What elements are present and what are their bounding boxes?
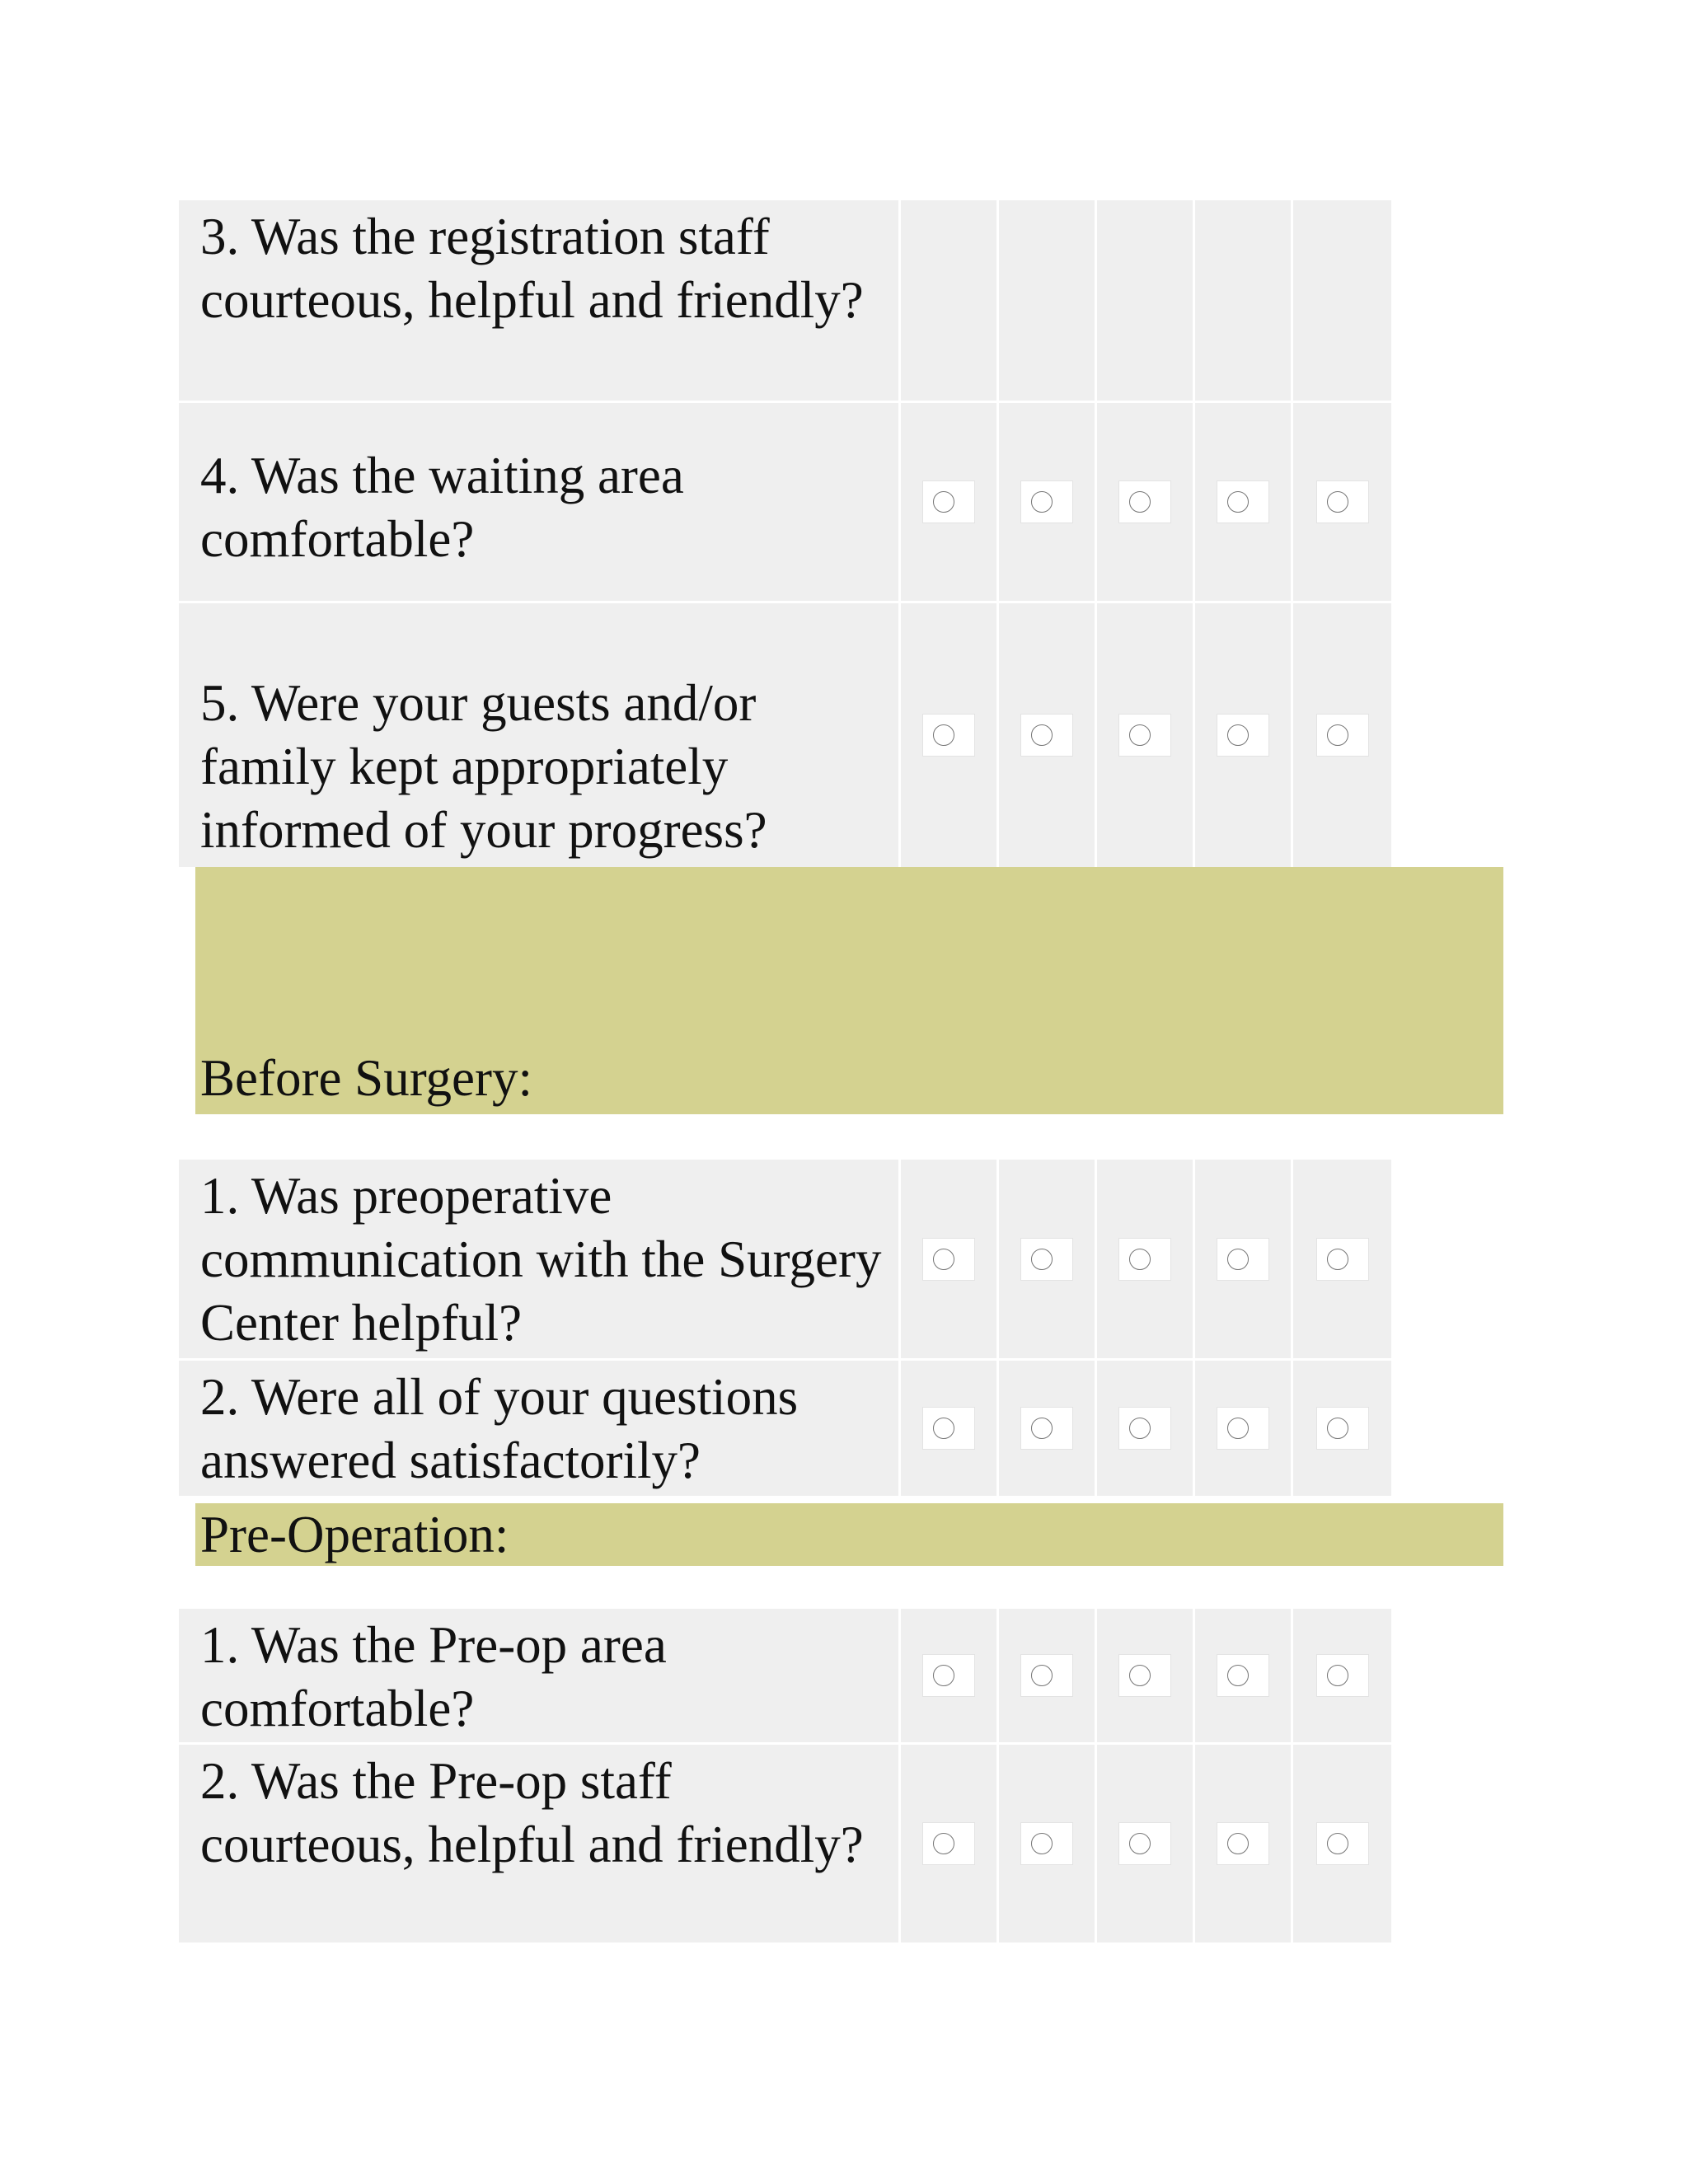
question-text: 5. Were your guests and/or family kept appropriately informed of your progress? <box>179 603 901 867</box>
radio-box <box>922 1654 975 1697</box>
radio-box <box>1217 1822 1269 1865</box>
rating-radio-4[interactable] <box>1227 1249 1249 1270</box>
radio-box <box>922 1407 975 1450</box>
rating-cell <box>1097 1609 1195 1742</box>
radio-box <box>1118 714 1171 757</box>
rating-radio-3[interactable] <box>1129 1418 1151 1439</box>
rating-cell <box>999 1361 1097 1496</box>
radio-box <box>1217 1654 1269 1697</box>
radio-box <box>1118 1654 1171 1697</box>
rating-cell <box>1195 1160 1293 1358</box>
rating-cell <box>1195 603 1293 867</box>
question-row <box>179 603 1405 867</box>
rating-cell <box>999 403 1097 601</box>
rating-radio-3[interactable] <box>1129 491 1151 513</box>
rating-radio-1[interactable] <box>933 1249 954 1270</box>
rating-cell <box>1293 1160 1391 1358</box>
rating-cell <box>1195 403 1293 601</box>
rating-radio-5[interactable] <box>1327 1665 1348 1686</box>
radio-box <box>1118 1407 1171 1450</box>
rating-cell <box>901 1160 999 1358</box>
rating-radio-2[interactable] <box>1031 1833 1053 1854</box>
rating-cell-empty <box>999 200 1097 401</box>
rating-cell <box>901 1361 999 1496</box>
rating-radio-2[interactable] <box>1031 1418 1053 1439</box>
radio-box <box>1316 1238 1369 1281</box>
rating-cell <box>1293 1361 1391 1496</box>
radio-box <box>1118 480 1171 523</box>
rating-cell <box>1097 1160 1195 1358</box>
rating-cell-empty <box>1293 200 1391 401</box>
rating-cell <box>1195 1745 1293 1943</box>
rating-cell-empty <box>901 200 999 401</box>
question-row <box>179 1361 1405 1496</box>
rating-radio-3[interactable] <box>1129 1665 1151 1686</box>
question-text: 2. Were all of your questions answered satisfactorily? <box>179 1361 901 1496</box>
rating-radio-5[interactable] <box>1327 1833 1348 1854</box>
rating-radio-1[interactable] <box>933 1665 954 1686</box>
radio-box <box>922 480 975 523</box>
rating-radio-5[interactable] <box>1327 724 1348 746</box>
rating-radio-5[interactable] <box>1327 1418 1348 1439</box>
radio-box <box>1217 1407 1269 1450</box>
rating-radio-3[interactable] <box>1129 724 1151 746</box>
rating-cell <box>901 603 999 867</box>
radio-box <box>1316 714 1369 757</box>
rating-radio-4[interactable] <box>1227 1418 1249 1439</box>
rating-cell <box>1097 603 1195 867</box>
radio-box <box>1020 714 1073 757</box>
radio-box <box>922 1238 975 1281</box>
rating-cell-empty <box>1195 200 1293 401</box>
rating-radio-2[interactable] <box>1031 1249 1053 1270</box>
rating-cell <box>999 1745 1097 1943</box>
rating-radio-4[interactable] <box>1227 724 1249 746</box>
rating-radio-3[interactable] <box>1129 1833 1151 1854</box>
radio-box <box>1217 1238 1269 1281</box>
section-header-before-surgery <box>195 867 1503 1114</box>
question-row <box>179 1609 1405 1745</box>
radio-box <box>1217 714 1269 757</box>
rating-radio-1[interactable] <box>933 491 954 513</box>
radio-box <box>1316 1822 1369 1865</box>
rating-cell <box>1195 1361 1293 1496</box>
section-title: Pre-Operation: <box>200 1506 509 1563</box>
rating-radio-1[interactable] <box>933 1833 954 1854</box>
radio-box <box>1020 1654 1073 1697</box>
question-row <box>179 1160 1405 1361</box>
rating-cell <box>1097 403 1195 601</box>
section-header-pre-operation <box>195 1503 1503 1566</box>
rating-radio-2[interactable] <box>1031 724 1053 746</box>
radio-box <box>1020 1822 1073 1865</box>
question-text: 4. Was the waiting area comfortable? <box>179 403 901 601</box>
radio-box <box>1217 480 1269 523</box>
question-text: 1. Was preoperative communication with the Surgery Center helpful? <box>179 1160 901 1358</box>
rating-cell <box>1195 1609 1293 1742</box>
question-row <box>179 200 1405 403</box>
rating-radio-2[interactable] <box>1031 491 1053 513</box>
radio-box <box>1118 1238 1171 1281</box>
radio-box <box>1020 1407 1073 1450</box>
section-title: Before Surgery: <box>200 1049 532 1107</box>
question-text: 2. Was the Pre-op staff courteous, helpful and friendly? <box>179 1745 901 1943</box>
rating-cell <box>901 1745 999 1943</box>
rating-radio-4[interactable] <box>1227 1665 1249 1686</box>
survey-table-general <box>179 200 1405 867</box>
radio-box <box>1316 1407 1369 1450</box>
rating-cell <box>999 1160 1097 1358</box>
radio-box <box>922 1822 975 1865</box>
rating-radio-1[interactable] <box>933 724 954 746</box>
question-row <box>179 1745 1405 1943</box>
rating-cell <box>901 1609 999 1742</box>
rating-radio-5[interactable] <box>1327 491 1348 513</box>
rating-radio-4[interactable] <box>1227 491 1249 513</box>
rating-cell <box>1293 403 1391 601</box>
radio-box <box>1020 1238 1073 1281</box>
rating-radio-2[interactable] <box>1031 1665 1053 1686</box>
radio-box <box>1316 480 1369 523</box>
rating-cell <box>999 603 1097 867</box>
question-text: 3. Was the registration staff courteous, helpful and friendly? <box>179 200 901 401</box>
radio-box <box>1316 1654 1369 1697</box>
radio-box <box>1020 480 1073 523</box>
rating-radio-4[interactable] <box>1227 1833 1249 1854</box>
question-row <box>179 403 1405 603</box>
rating-cell <box>1097 1361 1195 1496</box>
survey-table-pre-operation <box>179 1609 1405 1943</box>
radio-box <box>922 714 975 757</box>
rating-cell <box>1293 603 1391 867</box>
rating-cell <box>999 1609 1097 1742</box>
rating-radio-1[interactable] <box>933 1418 954 1439</box>
rating-radio-5[interactable] <box>1327 1249 1348 1270</box>
rating-cell <box>1293 1745 1391 1943</box>
rating-cell <box>1097 1745 1195 1943</box>
rating-cell <box>1293 1609 1391 1742</box>
rating-cell-empty <box>1097 200 1195 401</box>
question-text: 1. Was the Pre-op area comfortable? <box>179 1609 901 1742</box>
rating-radio-3[interactable] <box>1129 1249 1151 1270</box>
radio-box <box>1118 1822 1171 1865</box>
rating-cell <box>901 403 999 601</box>
survey-table-before-surgery <box>179 1160 1405 1496</box>
